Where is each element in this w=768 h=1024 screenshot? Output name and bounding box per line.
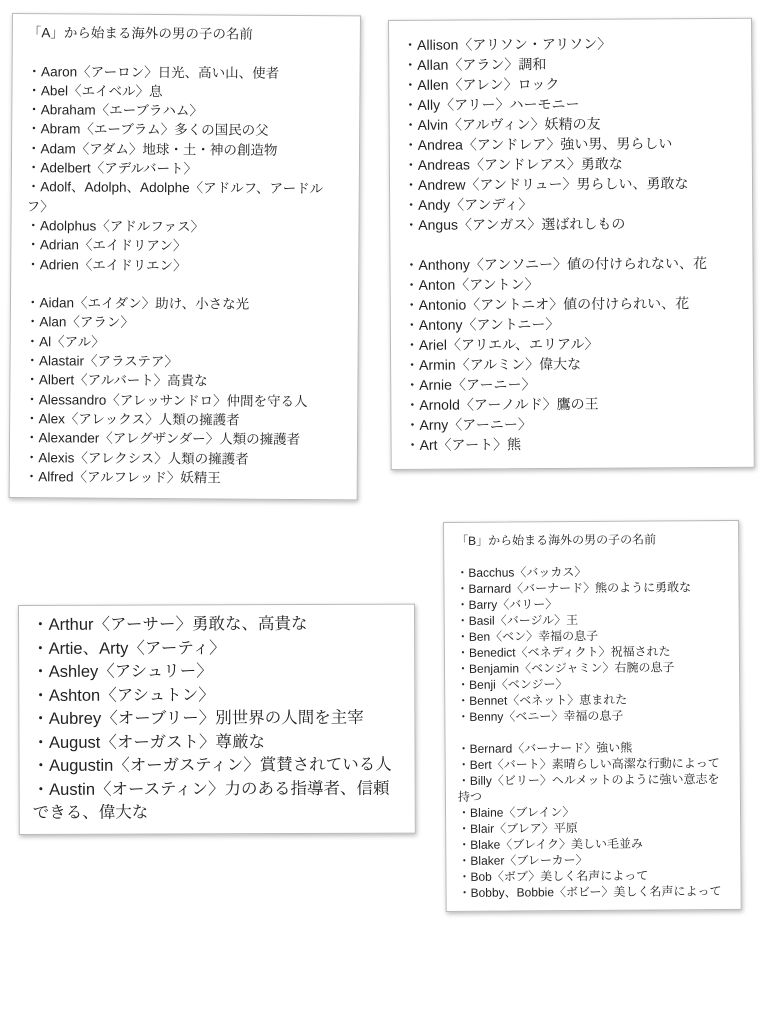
blank-line	[26, 274, 337, 295]
name-list-item: ・Alex〈アレックス〉人類の擁護者	[25, 411, 240, 428]
name-list-item: ・Bernard〈バーナード〉強い熊	[457, 740, 633, 756]
blank-line	[457, 723, 727, 741]
name-list-item: ・Alexis〈アレクシス〉人類の擁護者	[24, 449, 249, 467]
name-list-item: ・Albert〈アルバート〉高貴な	[25, 372, 208, 389]
name-list-item: ・Allison〈アリソン・アリソン〉	[403, 35, 612, 53]
name-list-item: ・Arnie〈アーニー〉	[405, 376, 536, 393]
name-list-item: ・Ben〈ベン〉幸福の息子	[456, 628, 599, 644]
name-list-item: ・Benny〈ベニー〉幸福の息子	[457, 708, 624, 724]
name-list-card-a-2	[388, 18, 755, 470]
name-list-item: ・Bobby、Bobbie〈ボビー〉美しく名声によって	[458, 884, 722, 900]
name-list-item: ・Bacchus〈バッカス〉	[456, 565, 587, 580]
name-list-card-b-1	[443, 520, 742, 912]
name-list-item: ・Aubrey〈オーブリー〉別世界の人間を主宰	[32, 708, 364, 728]
name-list-item: ・Adolf、Adolph、Adolphe〈アドルフ、アードルフ〉	[26, 179, 324, 214]
name-list-item: ・Barnard〈バーナード〉熊のように勇敢な	[456, 580, 692, 596]
card-title: 「B」から始まる海外の男の子の名前	[456, 532, 657, 548]
card-title: 「A」から始まる海外の男の子の名前	[27, 25, 253, 42]
name-list-item: ・Abel〈エイベル〉息	[27, 83, 163, 99]
name-list-item: ・Andy〈アンディ〉	[404, 196, 533, 213]
name-list-item: ・Augustin〈オーガスティン〉賞賛されている人	[32, 755, 392, 775]
name-list-item: ・Aaron〈アーロン〉日光、高い山、使者	[27, 63, 280, 81]
name-list-item: ・Arny〈アーニー〉	[405, 416, 532, 433]
name-list-a-1	[25, 23, 339, 488]
name-list-b-1	[456, 531, 729, 901]
blank-line	[404, 233, 738, 255]
name-list-item: ・Armin〈アルミン〉偉大な	[405, 355, 582, 373]
name-list-item: ・Adolphus〈アドルファス〉	[26, 218, 205, 235]
name-list-item: ・Benjamin〈ベンジャミン〉右腕の息子	[456, 660, 675, 676]
name-list-item: ・Abraham〈エーブラハム〉	[27, 102, 203, 119]
name-list-item: ・Blair〈ブレア〉平原	[458, 821, 578, 836]
name-list-item: ・Blaine〈ブレイン〉	[457, 805, 575, 820]
name-list-item: ・Adrien〈エイドリエン〉	[26, 256, 187, 273]
name-list-card-a-3	[18, 604, 416, 835]
name-list-item: ・Blake〈ブレイク〉美しい毛並み	[458, 836, 644, 852]
name-list-item: ・Andrea〈アンドレア〉強い男、男らしい	[403, 135, 673, 153]
name-list-item: ・Anthony〈アンソニー〉値の付けられない、花	[404, 255, 708, 273]
name-list-item: ・Bob〈ボブ〉美しく名声によって	[458, 868, 649, 884]
name-list-item: ・Alessandro〈アレッサンドロ〉仲間を守る人	[25, 391, 308, 409]
name-list-item: ・Alfred〈アルフレッド〉妖精王	[24, 468, 221, 486]
name-list-item: ・Benji〈ベンジー〉	[457, 677, 568, 692]
name-list-item: ・Alastair〈アラステア〉	[25, 353, 178, 370]
name-list-item: ・Benedict〈ベネディクト〉祝福された	[456, 644, 671, 660]
name-list-item: ・Andrew〈アンドリュー〉男らしい、勇敢な	[403, 175, 689, 193]
name-list-item: ・Adrian〈エイドリアン〉	[26, 237, 187, 254]
name-list-item: ・Allen〈アレン〉ロック	[403, 75, 560, 93]
name-list-item: ・Artie、Arty〈アーティ〉	[32, 638, 226, 658]
blank-line	[456, 547, 726, 565]
name-list-item: ・Ashley〈アシュリー〉	[32, 662, 213, 681]
name-list-a-2	[403, 33, 740, 455]
name-list-item: ・Blaker〈ブレーカー〉	[458, 852, 588, 868]
name-list-item: ・Arnold〈アーノルド〉鷹の王	[405, 395, 599, 413]
name-list-item: ・Anton〈アントン〉	[404, 276, 539, 293]
name-list-a-3	[32, 613, 402, 826]
name-list-item: ・Antonio〈アントニオ〉値の付けられい、花	[404, 295, 690, 313]
name-list-item: ・Alvin〈アルヴィン〉妖精の友	[403, 115, 601, 133]
name-list-item: ・Aidan〈エイダン〉助け、小さな光	[25, 295, 250, 312]
name-list-item: ・Austin〈オースティン〉力のある指導者、信頼できる、偉大な	[32, 779, 390, 822]
name-list-item: ・Ariel〈アリエル、エリアル〉	[404, 335, 599, 353]
name-list-item: ・Arthur〈アーサー〉勇敢な、高貴な	[32, 614, 308, 634]
name-list-item: ・Antony〈アントニー〉	[404, 315, 560, 333]
name-list-item: ・Al〈アル〉	[25, 333, 105, 350]
name-list-item: ・Bert〈バート〉素晴らしい高潔な行動によって	[457, 756, 720, 772]
name-list-item: ・Bennet〈ベネット〉恵まれた	[457, 692, 628, 708]
name-list-item: ・Billy〈ビリー〉ヘルメットのように強い意志を持つ	[457, 772, 720, 804]
name-list-item: ・Ally〈アリー〉ハーモニー	[403, 95, 580, 113]
name-list-item: ・Allan〈アラン〉調和	[403, 56, 547, 73]
name-list-item: ・Andreas〈アンドレアス〉勇敢な	[403, 155, 623, 173]
name-list-item: ・Art〈アート〉熊	[405, 436, 522, 453]
name-list-item: ・Adelbert〈アデルバート〉	[26, 160, 198, 177]
blank-line	[28, 42, 339, 63]
name-list-item: ・Adam〈アダム〉地球・土・神の創造物	[27, 140, 278, 158]
name-list-item: ・Angus〈アンガス〉選ばれしもの	[404, 215, 626, 233]
name-list-item: ・Barry〈バリー〉	[456, 597, 558, 612]
name-list-item: ・Basil〈バージル〉王	[456, 613, 579, 628]
name-list-item: ・Ashton〈アシュトン〉	[32, 685, 215, 705]
name-list-item: ・August〈オーガスト〉尊厳な	[32, 732, 266, 752]
name-list-item: ・Alexander〈アレグザンダー〉人類の擁護者	[24, 430, 301, 448]
name-list-card-a-1	[9, 13, 361, 501]
name-list-item: ・Abram〈エーブラム〉多くの国民の父	[27, 121, 269, 139]
name-list-item: ・Alan〈アラン〉	[25, 314, 134, 331]
